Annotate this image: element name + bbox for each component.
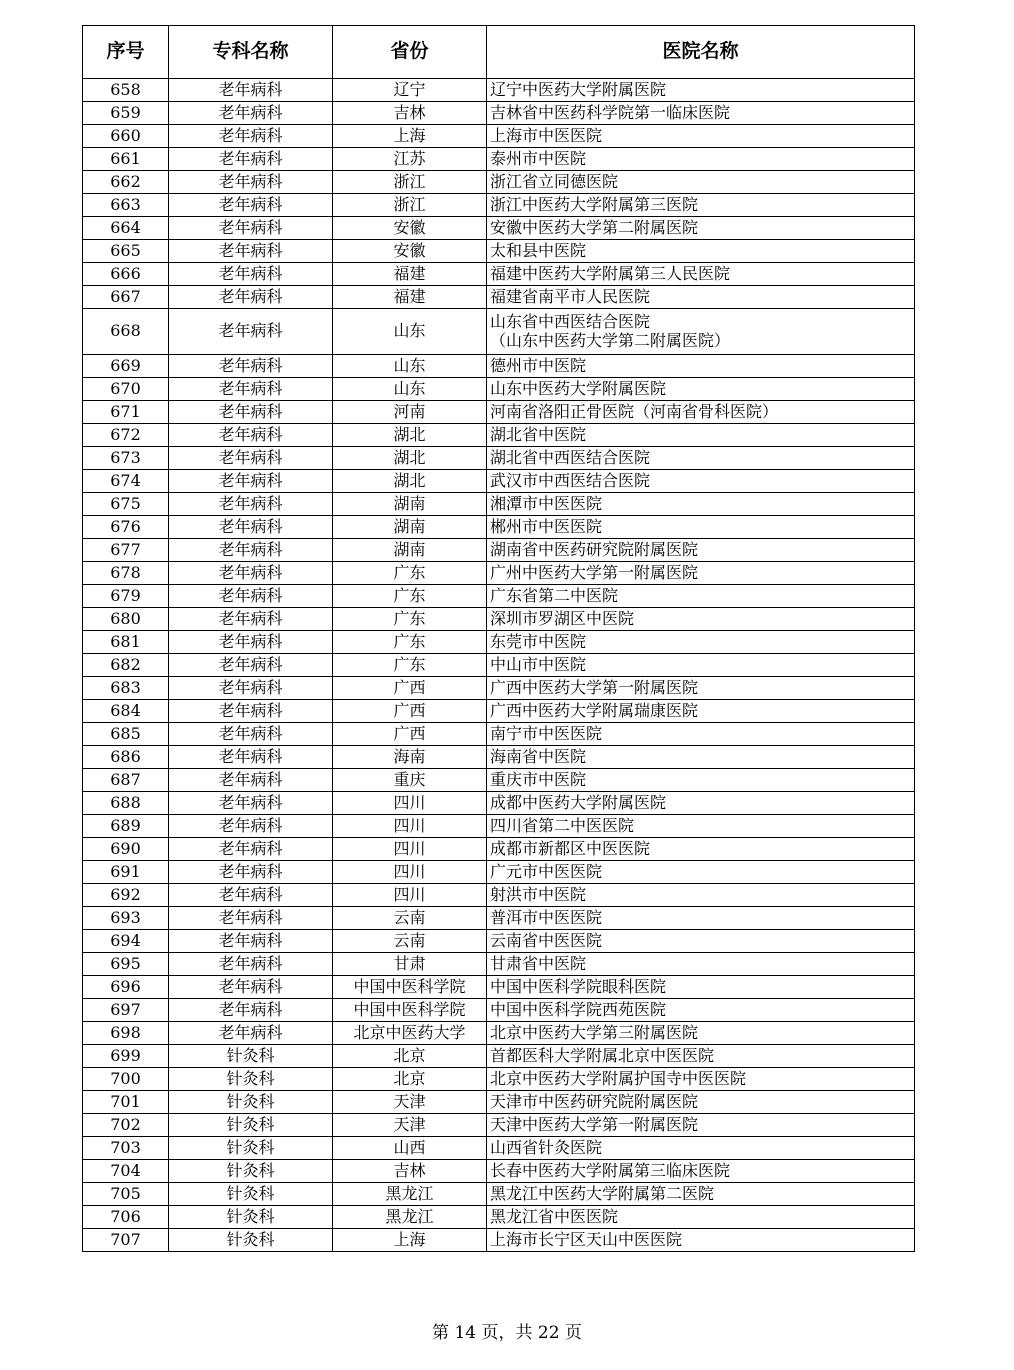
row-index: 703 [83,1137,169,1160]
row-hospital: 广元市中医医院 [487,861,915,884]
row-index: 658 [83,79,169,102]
row-specialty: 老年病科 [169,654,333,677]
row-specialty: 老年病科 [169,171,333,194]
row-hospital: 成都中医药大学附属医院 [487,792,915,815]
row-index: 663 [83,194,169,217]
row-specialty: 老年病科 [169,447,333,470]
table-row [83,608,915,631]
row-hospital: 安徽中医药大学第二附属医院 [487,217,915,240]
row-province: 安徽 [333,240,487,263]
row-province: 湖北 [333,470,487,493]
row-index: 667 [83,286,169,309]
row-province: 海南 [333,746,487,769]
row-specialty: 老年病科 [169,286,333,309]
row-province: 广西 [333,700,487,723]
row-specialty: 老年病科 [169,608,333,631]
row-specialty: 老年病科 [169,309,333,355]
row-hospital: 德州市中医院 [487,355,915,378]
row-index: 678 [83,562,169,585]
row-hospital: 成都市新都区中医医院 [487,838,915,861]
row-specialty: 老年病科 [169,378,333,401]
row-specialty: 老年病科 [169,1022,333,1045]
row-hospital: 黑龙江省中医医院 [487,1206,915,1229]
row-hospital: 普洱市中医医院 [487,907,915,930]
row-province: 江苏 [333,148,487,171]
row-specialty: 老年病科 [169,930,333,953]
row-hospital: 山东省中西医结合医院 （山东中医药大学第二附属医院） [487,309,915,355]
row-hospital: 广东省第二中医院 [487,585,915,608]
row-province: 山东 [333,355,487,378]
row-specialty: 老年病科 [169,217,333,240]
row-hospital: 海南省中医院 [487,746,915,769]
row-specialty: 老年病科 [169,792,333,815]
row-province: 北京 [333,1068,487,1091]
row-index: 705 [83,1183,169,1206]
row-province: 湖南 [333,493,487,516]
row-province: 天津 [333,1114,487,1137]
row-specialty: 老年病科 [169,999,333,1022]
row-hospital: 湖北省中医院 [487,424,915,447]
row-index: 691 [83,861,169,884]
table-row [83,401,915,424]
row-province: 湖南 [333,539,487,562]
row-hospital: 北京中医药大学附属护国寺中医医院 [487,1068,915,1091]
table-row [83,539,915,562]
row-specialty: 老年病科 [169,562,333,585]
row-specialty: 针灸科 [169,1068,333,1091]
row-hospital: 黑龙江中医药大学附属第二医院 [487,1183,915,1206]
table-row [83,1206,915,1229]
row-province: 浙江 [333,194,487,217]
row-index: 666 [83,263,169,286]
row-specialty: 老年病科 [169,194,333,217]
row-hospital: 北京中医药大学第三附属医院 [487,1022,915,1045]
row-index: 682 [83,654,169,677]
row-hospital: 辽宁中医药大学附属医院 [487,79,915,102]
row-province: 北京 [333,1045,487,1068]
row-province: 北京中医药大学 [333,1022,487,1045]
row-hospital: 太和县中医院 [487,240,915,263]
row-hospital: 南宁市中医医院 [487,723,915,746]
row-index: 673 [83,447,169,470]
table-row [83,861,915,884]
row-specialty: 老年病科 [169,424,333,447]
row-hospital: 河南省洛阳正骨医院（河南省骨科医院） [487,401,915,424]
table-row [83,999,915,1022]
row-index: 707 [83,1229,169,1252]
row-hospital: 中国中医科学院眼科医院 [487,976,915,999]
table-row [83,102,915,125]
row-hospital: 福建中医药大学附属第三人民医院 [487,263,915,286]
row-index: 695 [83,953,169,976]
row-index: 696 [83,976,169,999]
row-province: 山东 [333,309,487,355]
row-specialty: 针灸科 [169,1091,333,1114]
row-province: 中国中医科学院 [333,999,487,1022]
table-row [83,79,915,102]
table-row [83,884,915,907]
table-row [83,677,915,700]
row-index: 659 [83,102,169,125]
row-specialty: 老年病科 [169,102,333,125]
row-index: 681 [83,631,169,654]
row-index: 686 [83,746,169,769]
row-province: 上海 [333,125,487,148]
table-row [83,792,915,815]
row-specialty: 老年病科 [169,631,333,654]
row-index: 698 [83,1022,169,1045]
row-index: 680 [83,608,169,631]
header-specialty: 专科名称 [169,26,333,79]
row-province: 云南 [333,930,487,953]
row-hospital: 长春中医药大学附属第三临床医院 [487,1160,915,1183]
table-row [83,1091,915,1114]
table-row [83,815,915,838]
row-province: 上海 [333,1229,487,1252]
table-row [83,746,915,769]
row-specialty: 老年病科 [169,953,333,976]
row-province: 云南 [333,907,487,930]
row-hospital: 射洪市中医院 [487,884,915,907]
row-index: 697 [83,999,169,1022]
table-row [83,378,915,401]
row-specialty: 针灸科 [169,1160,333,1183]
row-province: 山东 [333,378,487,401]
row-hospital: 中国中医科学院西苑医院 [487,999,915,1022]
row-specialty: 老年病科 [169,79,333,102]
row-specialty: 针灸科 [169,1229,333,1252]
table-body [83,79,915,1252]
table-row [83,424,915,447]
row-province: 湖南 [333,516,487,539]
row-province: 福建 [333,286,487,309]
row-index: 671 [83,401,169,424]
row-province: 四川 [333,861,487,884]
row-province: 天津 [333,1091,487,1114]
row-specialty: 老年病科 [169,539,333,562]
table-row [83,654,915,677]
row-province: 广西 [333,677,487,700]
row-specialty: 老年病科 [169,884,333,907]
row-index: 669 [83,355,169,378]
table-row [83,1045,915,1068]
row-index: 660 [83,125,169,148]
header-province: 省份 [333,26,487,79]
row-province: 安徽 [333,217,487,240]
row-province: 甘肃 [333,953,487,976]
row-hospital: 东莞市中医院 [487,631,915,654]
row-specialty: 老年病科 [169,769,333,792]
table-row [83,1114,915,1137]
row-hospital: 福建省南平市人民医院 [487,286,915,309]
row-province: 广东 [333,585,487,608]
row-specialty: 老年病科 [169,125,333,148]
row-specialty: 针灸科 [169,1137,333,1160]
row-index: 664 [83,217,169,240]
row-index: 700 [83,1068,169,1091]
row-index: 661 [83,148,169,171]
row-index: 665 [83,240,169,263]
table-row [83,700,915,723]
table-row [83,838,915,861]
row-hospital: 天津中医药大学第一附属医院 [487,1114,915,1137]
row-hospital: 浙江省立同德医院 [487,171,915,194]
table-row [83,1229,915,1252]
row-hospital: 天津市中医药研究院附属医院 [487,1091,915,1114]
table-row [83,148,915,171]
header-index: 序号 [83,26,169,79]
row-province: 吉林 [333,1160,487,1183]
table-row [83,355,915,378]
header-hospital: 医院名称 [487,26,915,79]
row-hospital: 四川省第二中医医院 [487,815,915,838]
row-specialty: 老年病科 [169,723,333,746]
row-index: 674 [83,470,169,493]
row-specialty: 老年病科 [169,585,333,608]
row-index: 689 [83,815,169,838]
row-specialty: 老年病科 [169,907,333,930]
table-row [83,1068,915,1091]
row-hospital: 湖北省中西医结合医院 [487,447,915,470]
row-province: 四川 [333,792,487,815]
row-province: 吉林 [333,102,487,125]
row-province: 四川 [333,838,487,861]
row-hospital: 重庆市中医院 [487,769,915,792]
row-index: 679 [83,585,169,608]
row-index: 699 [83,1045,169,1068]
row-specialty: 针灸科 [169,1114,333,1137]
row-province: 辽宁 [333,79,487,102]
row-hospital: 湖南省中医药研究院附属医院 [487,539,915,562]
table-row [83,562,915,585]
table-row [83,217,915,240]
row-specialty: 老年病科 [169,700,333,723]
row-index: 687 [83,769,169,792]
table-row [83,309,915,355]
row-hospital: 广西中医药大学第一附属医院 [487,677,915,700]
table-row [83,631,915,654]
row-index: 694 [83,930,169,953]
row-province: 湖北 [333,424,487,447]
row-hospital: 山东中医药大学附属医院 [487,378,915,401]
row-specialty: 老年病科 [169,401,333,424]
row-index: 704 [83,1160,169,1183]
row-index: 684 [83,700,169,723]
row-specialty: 老年病科 [169,355,333,378]
row-index: 672 [83,424,169,447]
row-index: 677 [83,539,169,562]
row-province: 黑龙江 [333,1183,487,1206]
row-index: 688 [83,792,169,815]
table-row [83,930,915,953]
table-row [83,769,915,792]
row-specialty: 老年病科 [169,516,333,539]
row-specialty: 老年病科 [169,861,333,884]
row-province: 黑龙江 [333,1206,487,1229]
row-hospital: 郴州市中医医院 [487,516,915,539]
table-row [83,470,915,493]
row-province: 广东 [333,654,487,677]
row-index: 685 [83,723,169,746]
row-province: 四川 [333,884,487,907]
table-row [83,516,915,539]
table-row [83,194,915,217]
row-specialty: 老年病科 [169,677,333,700]
row-specialty: 老年病科 [169,263,333,286]
table-row [83,286,915,309]
row-hospital: 泰州市中医院 [487,148,915,171]
row-specialty: 老年病科 [169,470,333,493]
row-province: 四川 [333,815,487,838]
table-row [83,1183,915,1206]
hospital-table [82,25,915,1252]
row-specialty: 老年病科 [169,976,333,999]
row-specialty: 老年病科 [169,815,333,838]
row-index: 690 [83,838,169,861]
table-row [83,493,915,516]
table-row [83,447,915,470]
row-hospital: 广西中医药大学附属瑞康医院 [487,700,915,723]
row-province: 福建 [333,263,487,286]
table-row [83,125,915,148]
table-row [83,1160,915,1183]
row-specialty: 针灸科 [169,1045,333,1068]
row-hospital: 首都医科大学附属北京中医医院 [487,1045,915,1068]
row-specialty: 老年病科 [169,746,333,769]
table-row [83,723,915,746]
row-index: 676 [83,516,169,539]
row-hospital: 云南省中医医院 [487,930,915,953]
row-index: 670 [83,378,169,401]
row-province: 广东 [333,608,487,631]
row-province: 广东 [333,562,487,585]
row-province: 浙江 [333,171,487,194]
row-province: 山西 [333,1137,487,1160]
page-footer: 第 14 页，共 22 页 [432,1323,582,1343]
row-index: 668 [83,309,169,355]
row-province: 重庆 [333,769,487,792]
row-province: 广西 [333,723,487,746]
row-specialty: 针灸科 [169,1183,333,1206]
row-index: 683 [83,677,169,700]
row-specialty: 老年病科 [169,838,333,861]
table-row [83,585,915,608]
row-hospital: 广州中医药大学第一附属医院 [487,562,915,585]
table-row [83,953,915,976]
row-index: 706 [83,1206,169,1229]
row-province: 湖北 [333,447,487,470]
header-row [83,26,915,79]
table-row [83,1022,915,1045]
row-specialty: 老年病科 [169,493,333,516]
row-hospital: 上海市中医医院 [487,125,915,148]
row-hospital: 中山市中医院 [487,654,915,677]
row-specialty: 针灸科 [169,1206,333,1229]
row-hospital: 湘潭市中医医院 [487,493,915,516]
table-row [83,171,915,194]
row-province: 广东 [333,631,487,654]
row-hospital: 吉林省中医药科学院第一临床医院 [487,102,915,125]
row-index: 662 [83,171,169,194]
row-specialty: 老年病科 [169,148,333,171]
table-row [83,240,915,263]
table-row [83,263,915,286]
row-index: 675 [83,493,169,516]
row-specialty: 老年病科 [169,240,333,263]
row-index: 701 [83,1091,169,1114]
row-index: 692 [83,884,169,907]
row-hospital: 上海市长宁区天山中医医院 [487,1229,915,1252]
row-hospital: 甘肃省中医院 [487,953,915,976]
row-province: 河南 [333,401,487,424]
table-row [83,1137,915,1160]
row-index: 693 [83,907,169,930]
row-hospital: 浙江中医药大学附属第三医院 [487,194,915,217]
row-hospital: 山西省针灸医院 [487,1137,915,1160]
table-row [83,976,915,999]
row-hospital: 武汉市中西医结合医院 [487,470,915,493]
row-province: 中国中医科学院 [333,976,487,999]
row-index: 702 [83,1114,169,1137]
row-hospital: 深圳市罗湖区中医院 [487,608,915,631]
table-row [83,907,915,930]
